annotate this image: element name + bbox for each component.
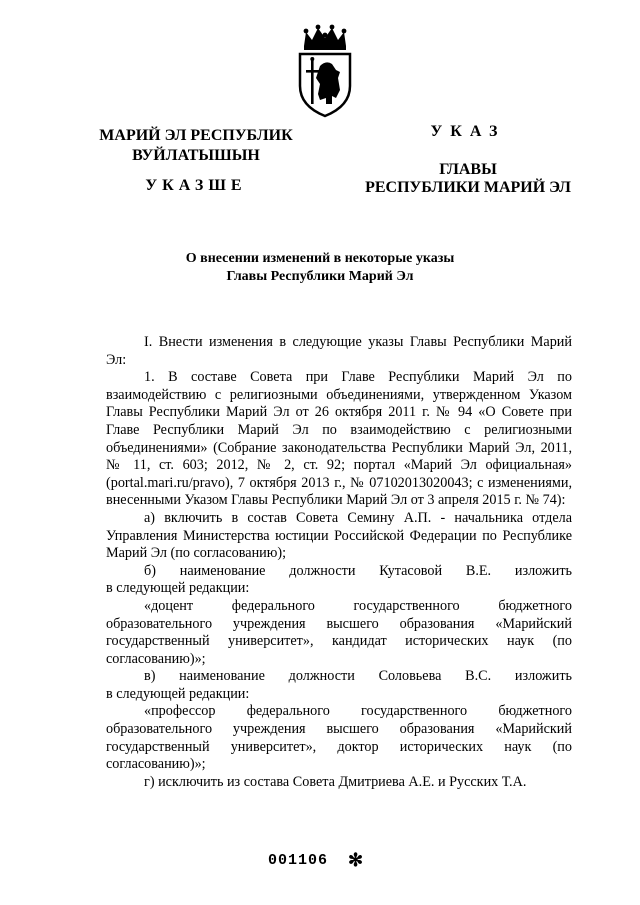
paragraph-4a: б) наименование должности Кутасовой В.Е. изложить <box>144 562 572 579</box>
coat-of-arms-emblem <box>296 24 354 118</box>
title-line2: Главы Республики Марий Эл <box>226 269 414 284</box>
paragraph-1: I. Внести изменения в следующие указы Главы Республики Марий Эл: <box>106 334 572 368</box>
header-left-line3: УКАЗШЕ <box>145 177 247 194</box>
document-body <box>106 334 572 791</box>
paragraph-5: «доцент федерального государственного бюджетного образовательного учреждения высшего образования «Марийский государственный университет», кандидат исторических наук (по согласованию)»; <box>106 597 572 667</box>
paragraph-7: «профессор федерального государственного бюджетного образовательного учреждения высшего образования «Марийский государственный университет», доктор исторических наук (по согласованию)»; <box>106 703 572 773</box>
serial-number: 001106 <box>268 852 329 869</box>
paragraph-6b: в следующей редакции: <box>106 685 250 702</box>
asterisk-mark: ✻ <box>348 850 364 870</box>
header-left-line1: МАРИЙ ЭЛ РЕСПУБЛИК <box>99 127 293 144</box>
header-right-line1: УКАЗ <box>430 123 506 140</box>
header-right-line3: РЕСПУБЛИКИ МАРИЙ ЭЛ <box>365 179 571 196</box>
paragraph-8: г) исключить из состава Совета Дмитриева А.Е. и Русских Т.А. <box>144 773 527 790</box>
header-right-line2: ГЛАВЫ <box>439 161 497 178</box>
paragraph-6a: в) наименование должности Соловьева В.С. изложить <box>144 668 572 685</box>
document-title <box>120 250 520 286</box>
paragraph-3: а) включить в состав Совета Семину А.П. - начальника отдела Управления Министерства юстиции Российской Федерации по Республике Марий Эл (по согласованию); <box>106 509 572 562</box>
header-left-line2: ВУЙЛАТЫШЫН <box>132 147 260 164</box>
title-line1: О внесении изменений в некоторые указы <box>185 251 455 266</box>
paragraph-2: 1. В составе Совета при Главе Республики Марий Эл по взаимодействию с религиозными объединениями, утвержденном Указом Главы Республики Марий Эл от 26 октября 2011 г. № 94 «О Совете при Главе Республики Марий Эл по взаимодействию с религиозными объединениями» (Собрание законодательства Республики Марий Эл, 2011, № 11, ст. 603; 2012, № 2, ст. 92; портал «Марий Эл официальная» (portal.mari.ru/pravo), 7 октября 2013 г., № 07102013020043; с изменениями, внесенными Указом Главы Республики Марий Эл от 3 апреля 2015 г. № 74): <box>106 369 572 509</box>
paragraph-4b: в следующей редакции: <box>106 580 250 597</box>
